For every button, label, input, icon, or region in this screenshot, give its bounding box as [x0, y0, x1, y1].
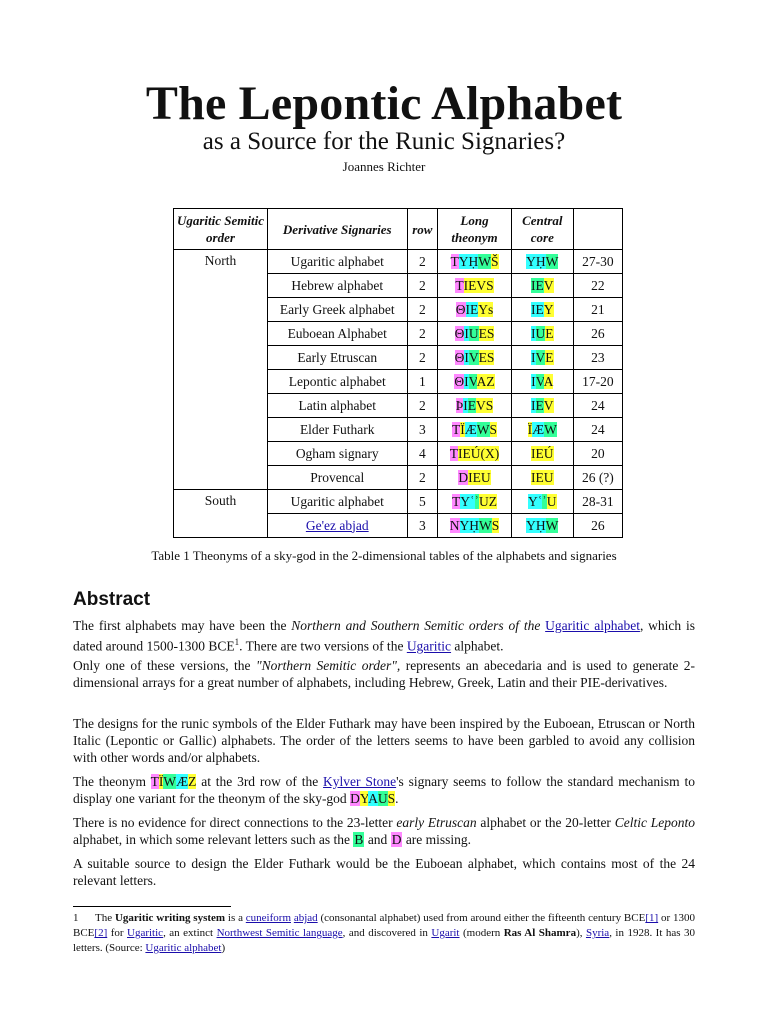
core-letter: Ḥ	[535, 253, 546, 269]
core-letter: A	[543, 373, 554, 389]
table-header	[573, 209, 622, 250]
theonym-letter: Z	[188, 774, 197, 789]
row-number-cell: 4	[407, 442, 438, 466]
theonym-letter: E	[468, 277, 477, 293]
theonym-letter: s	[488, 301, 494, 317]
core-letter: U	[546, 493, 557, 509]
letter-b-highlight: B	[354, 832, 364, 847]
page-title: The Lepontic Alphabet	[145, 77, 623, 130]
signary-cell: Ugaritic alphabet	[267, 250, 407, 274]
core-letter: E	[535, 397, 544, 413]
theonym-letter: I	[464, 373, 469, 389]
row-number-cell: 3	[407, 418, 438, 442]
core-letter: E	[535, 445, 544, 461]
theonym-letter: Ḥ	[469, 517, 479, 533]
theonym-letter: Ḥ	[468, 253, 479, 269]
theonym-letter: N	[449, 517, 460, 533]
theonym-letter: S	[486, 349, 495, 365]
long-theonym-cell	[438, 514, 512, 538]
signary-cell: Euboean Alphabet	[267, 322, 407, 346]
signary-cell: Early Etruscan	[267, 346, 407, 370]
theonym-letter: V	[468, 373, 477, 389]
signary-cell: Elder Futhark	[267, 418, 407, 442]
central-core-cell	[511, 250, 573, 274]
core-letter: I	[531, 373, 536, 389]
theonym-letter: V	[468, 349, 479, 365]
cuneiform-link[interactable]: cuneiform	[245, 912, 291, 924]
letter-count-cell: 26	[573, 514, 622, 538]
long-theonym-cell	[438, 274, 512, 298]
table-header: Central core	[511, 209, 573, 250]
table-header: Derivative Signaries	[267, 209, 407, 250]
theonym-letter: D	[458, 469, 469, 485]
theonym-letter: Θ	[455, 301, 466, 317]
theonym-letter: I	[468, 469, 473, 485]
letter-count-cell: 28-31	[573, 490, 622, 514]
region-cell: North	[174, 250, 268, 490]
core-letter: E	[535, 469, 544, 485]
theonym-letter: V	[476, 277, 487, 293]
core-letter: I	[531, 469, 536, 485]
long-theonym-cell	[438, 466, 512, 490]
central-core-cell	[511, 514, 573, 538]
core-letter: E	[545, 349, 554, 365]
author: Joannes Richter	[342, 159, 426, 174]
central-core-cell	[511, 442, 573, 466]
long-theonym-cell	[438, 250, 512, 274]
row-number-cell: 2	[407, 274, 438, 298]
long-theonym-cell	[438, 490, 512, 514]
row-number-cell: 2	[407, 346, 438, 370]
theonym-letter: E	[478, 349, 487, 365]
row-number-cell: 5	[407, 490, 438, 514]
signary-cell	[267, 514, 407, 538]
core-letter: V	[535, 349, 546, 365]
central-core-cell	[511, 394, 573, 418]
row-number-cell: 1	[407, 370, 438, 394]
table-caption: Table 1 Theonyms of a sky-god in the 2-dimensional tables of the alphabets and signaries	[151, 548, 617, 563]
long-theonym-cell	[438, 370, 512, 394]
central-core-cell	[511, 322, 573, 346]
theonym-letter: S	[491, 517, 500, 533]
theonym-letter: Z	[486, 373, 495, 389]
theonym-letter: Ï	[460, 421, 465, 437]
table-header-row	[174, 209, 623, 250]
theonym-letter: Y	[359, 791, 369, 806]
letter-count-cell: 20	[573, 442, 622, 466]
ugaritic-link[interactable]: Ugaritic	[406, 638, 452, 654]
footnote-separator	[73, 906, 231, 907]
abstract-paragraph-5: There is no evidence for direct connections to the 23-letter early Etruscan alphabet or the 20-letter Celtic Leponto alphabet, in which some relevant letters such as the B and D are missing.	[73, 815, 695, 847]
theonym-table	[173, 208, 623, 538]
theonym-letter: E	[472, 469, 481, 485]
core-letter: Y	[526, 517, 536, 533]
theonym-letter: U	[377, 791, 388, 806]
theonym-letter: ʿ	[470, 493, 475, 509]
core-letter: I	[531, 301, 536, 317]
theonym-letter: I	[458, 445, 463, 461]
northwest-semitic-link[interactable]: Northwest Semitic language	[216, 927, 343, 939]
signary-cell: Ugaritic alphabet	[267, 490, 407, 514]
letter-count-cell: 24	[573, 394, 622, 418]
theonym-letter: Š	[491, 253, 499, 269]
footnote: 1 The Ugaritic writing system is a cuneiform abjad (consonantal alphabet) used from around either the fifteenth century BCE[1] or 1300 BCE[2] for Ugaritic, an extinct Northwest Semitic language, and discovered in Ugarit (modern Ras Al Shamra), Syria, in 1928. It has 30 letters. (Source: Ugaritic alphabet)	[73, 912, 696, 954]
theonym-letter: U	[480, 469, 491, 485]
central-core-cell	[511, 370, 573, 394]
footnote-number: 1	[73, 912, 79, 924]
core-letter: E	[535, 277, 544, 293]
theonym-letter: U	[479, 493, 489, 509]
long-theonym-cell	[438, 322, 512, 346]
signary-cell: Provencal	[267, 466, 407, 490]
theonym-letter: W	[476, 421, 490, 437]
central-core-cell	[511, 298, 573, 322]
core-letter: E	[545, 325, 554, 341]
abstract-paragraph-3: The designs for the runic symbols of the Elder Futhark may have been inspired by the Euboean, Etruscan or North Italic (Lepontic or Gallic) alphabets. The order of the letters seems to have been garbled to avoid any collision with other words and/or alphabets.	[73, 716, 695, 765]
kylver-stone-link[interactable]: Kylver Stone	[323, 774, 397, 789]
row-number-cell: 2	[407, 466, 438, 490]
signary-cell: Lepontic alphabet	[267, 370, 407, 394]
central-core-cell	[511, 466, 573, 490]
row-number-cell: 3	[407, 514, 438, 538]
core-letter: Y	[543, 301, 554, 317]
abstract-paragraph-6: A suitable source to design the Elder Futhark would be the Euboean alphabet, which contains most of the 24 relevant letters.	[73, 856, 695, 888]
theonym-letter: E	[470, 301, 479, 317]
letter-count-cell: 27-30	[573, 250, 622, 274]
theonym-tiwaez	[151, 774, 197, 789]
theonym-letter: T	[449, 445, 459, 461]
letter-count-cell: 21	[573, 298, 622, 322]
theonym-letter: U	[468, 325, 479, 341]
letter-count-cell: 17-20	[573, 370, 622, 394]
core-letter: I	[531, 277, 536, 293]
theonym-letter: E	[478, 325, 487, 341]
letter-count-cell: 26 (?)	[573, 466, 622, 490]
core-letter: V	[543, 397, 554, 413]
footnote-ref[interactable]: 1	[234, 637, 240, 647]
theonym-letter: Z	[488, 493, 498, 509]
theonym-letter: D	[350, 791, 360, 806]
theonym-letter: Ï	[158, 774, 164, 789]
letter-count-cell: 22	[573, 274, 622, 298]
table-row	[174, 250, 623, 274]
ugaritic-language-link[interactable]: Ugaritic	[127, 927, 164, 939]
theonym-letter: Y	[460, 493, 471, 509]
abjad-link[interactable]: abjad	[293, 912, 318, 924]
core-letter: W	[544, 421, 557, 437]
theonym-letter: ʾ	[474, 493, 480, 509]
geez-abjad-link[interactable]: Ge'ez abjad	[305, 517, 369, 533]
core-letter: I	[531, 397, 536, 413]
table-header: row	[407, 209, 438, 250]
theonym-letter: V	[476, 397, 486, 413]
theonym-letter: I	[464, 349, 469, 365]
signary-cell: Ogham signary	[267, 442, 407, 466]
abstract-paragraph-2: Only one of these versions, the "Northern Semitic order", represents an abecedaria and is used to generate 2-dimensional arrays for a great number of alphabets, including Hebrew, Greek, Latin and their PIE-derivatives.	[73, 658, 696, 690]
ugaritic-alphabet-link[interactable]: Ugaritic alphabet	[545, 618, 640, 633]
table-header: Ugaritic Semitic order	[174, 209, 268, 250]
theonym-letter: Y	[478, 301, 488, 317]
long-theonym-cell	[438, 298, 512, 322]
row-number-cell: 2	[407, 322, 438, 346]
ugarit-link[interactable]: Ugarit	[431, 927, 460, 939]
core-letter: E	[535, 301, 544, 317]
abstract-paragraph-1: The first alphabets may have been the Northern and Southern Semitic orders of the Ugaritic alphabet, which is dated around 1500-1300 BCE$^1$. There are two versions of the Ugaritic alphabet.	[73, 618, 696, 654]
core-letter: Æ	[532, 421, 545, 437]
signary-cell: Latin alphabet	[267, 394, 407, 418]
theonym-letter: S	[486, 277, 494, 293]
table-row	[174, 490, 623, 514]
theonym-letter: T	[452, 421, 461, 437]
theonym-letter: Æ	[176, 774, 189, 789]
theonym-letter: Y	[459, 517, 470, 533]
citation-2-link[interactable]: [2]	[94, 927, 108, 939]
central-core-cell	[511, 346, 573, 370]
theonym-letter: T	[450, 253, 459, 269]
theonym-letter: W	[479, 517, 492, 533]
theonym-letter: S	[387, 791, 396, 806]
row-number-cell: 2	[407, 298, 438, 322]
core-letter: W	[545, 253, 559, 269]
theonym-letter: Θ	[454, 373, 465, 389]
region-cell: South	[174, 490, 268, 538]
row-number-cell: 2	[407, 394, 438, 418]
theonym-letter: T	[150, 774, 159, 789]
theonym-letter: I	[463, 277, 469, 293]
theonym-letter: Θ	[454, 325, 465, 341]
theonym-letter: A	[368, 791, 378, 806]
central-core-cell	[511, 490, 573, 514]
theonym-letter: Y	[458, 253, 469, 269]
core-letter: Ḥ	[535, 517, 546, 533]
signary-cell: Early Greek alphabet	[267, 298, 407, 322]
letter-count-cell: 26	[573, 322, 622, 346]
core-letter: V	[543, 277, 554, 293]
central-core-cell	[511, 418, 573, 442]
theonym-letter: I	[465, 301, 470, 317]
theonym-letter: Ú	[470, 445, 481, 461]
long-theonym-cell	[438, 418, 512, 442]
core-letter: I	[531, 349, 536, 365]
row-number-cell: 2	[407, 250, 438, 274]
ugaritic-alphabet-source-link[interactable]: Ugaritic alphabet	[145, 942, 222, 954]
theonym-letter: Þ	[455, 397, 464, 413]
theonym-letter: E	[462, 445, 471, 461]
long-theonym-cell	[438, 442, 512, 466]
syria-link[interactable]: Syria	[585, 927, 610, 939]
core-letter: Ú	[543, 445, 554, 461]
core-letter: W	[545, 517, 559, 533]
core-letter: ʿ	[537, 493, 543, 509]
theonym-letter: E	[467, 397, 477, 413]
citation-1-link[interactable]: [1]	[645, 912, 659, 924]
core-letter: ʾ	[542, 493, 547, 509]
theonym-letter: A	[476, 373, 487, 389]
theonym-letter: T	[455, 277, 464, 293]
theonym-letter: Θ	[454, 349, 465, 365]
core-letter: U	[535, 325, 546, 341]
abstract-paragraph-4: The theonym TÏWÆZ at the 3rd row of the Kylver Stone's signary seems to follow the standard mechanism to display one variant for the theonym of the sky-god DYAUS.	[73, 774, 695, 806]
central-core-cell	[511, 274, 573, 298]
letter-count-cell: 23	[573, 346, 622, 370]
theonym-letter: W	[163, 774, 177, 789]
core-letter: I	[531, 325, 536, 341]
theonym-letter: S	[486, 325, 495, 341]
theonym-letter: S	[489, 421, 498, 437]
abstract-heading: Abstract	[73, 589, 151, 610]
table-header: Long theonym	[438, 209, 512, 250]
theonym-letter: S	[485, 397, 494, 413]
core-letter: I	[531, 445, 536, 461]
theonym-letter: W	[478, 253, 491, 269]
page-subtitle: as a Source for the Runic Signaries?	[202, 128, 566, 155]
core-letter: U	[543, 469, 554, 485]
core-letter: Y	[526, 253, 536, 269]
theonym-letter: T	[452, 493, 461, 509]
theonym-letter: I	[463, 397, 468, 413]
long-theonym-cell	[438, 346, 512, 370]
theonym-dyaus	[350, 791, 395, 806]
theonym-letter: (X)	[480, 445, 500, 461]
letter-d-highlight: D	[391, 832, 402, 847]
long-theonym-cell	[438, 394, 512, 418]
theonym-letter: Æ	[464, 421, 477, 437]
signary-cell: Hebrew alphabet	[267, 274, 407, 298]
core-letter: Ï	[527, 421, 533, 437]
core-letter: Y	[528, 493, 538, 509]
letter-count-cell: 24	[573, 418, 622, 442]
theonym-letter: I	[464, 325, 469, 341]
core-letter: V	[535, 373, 544, 389]
